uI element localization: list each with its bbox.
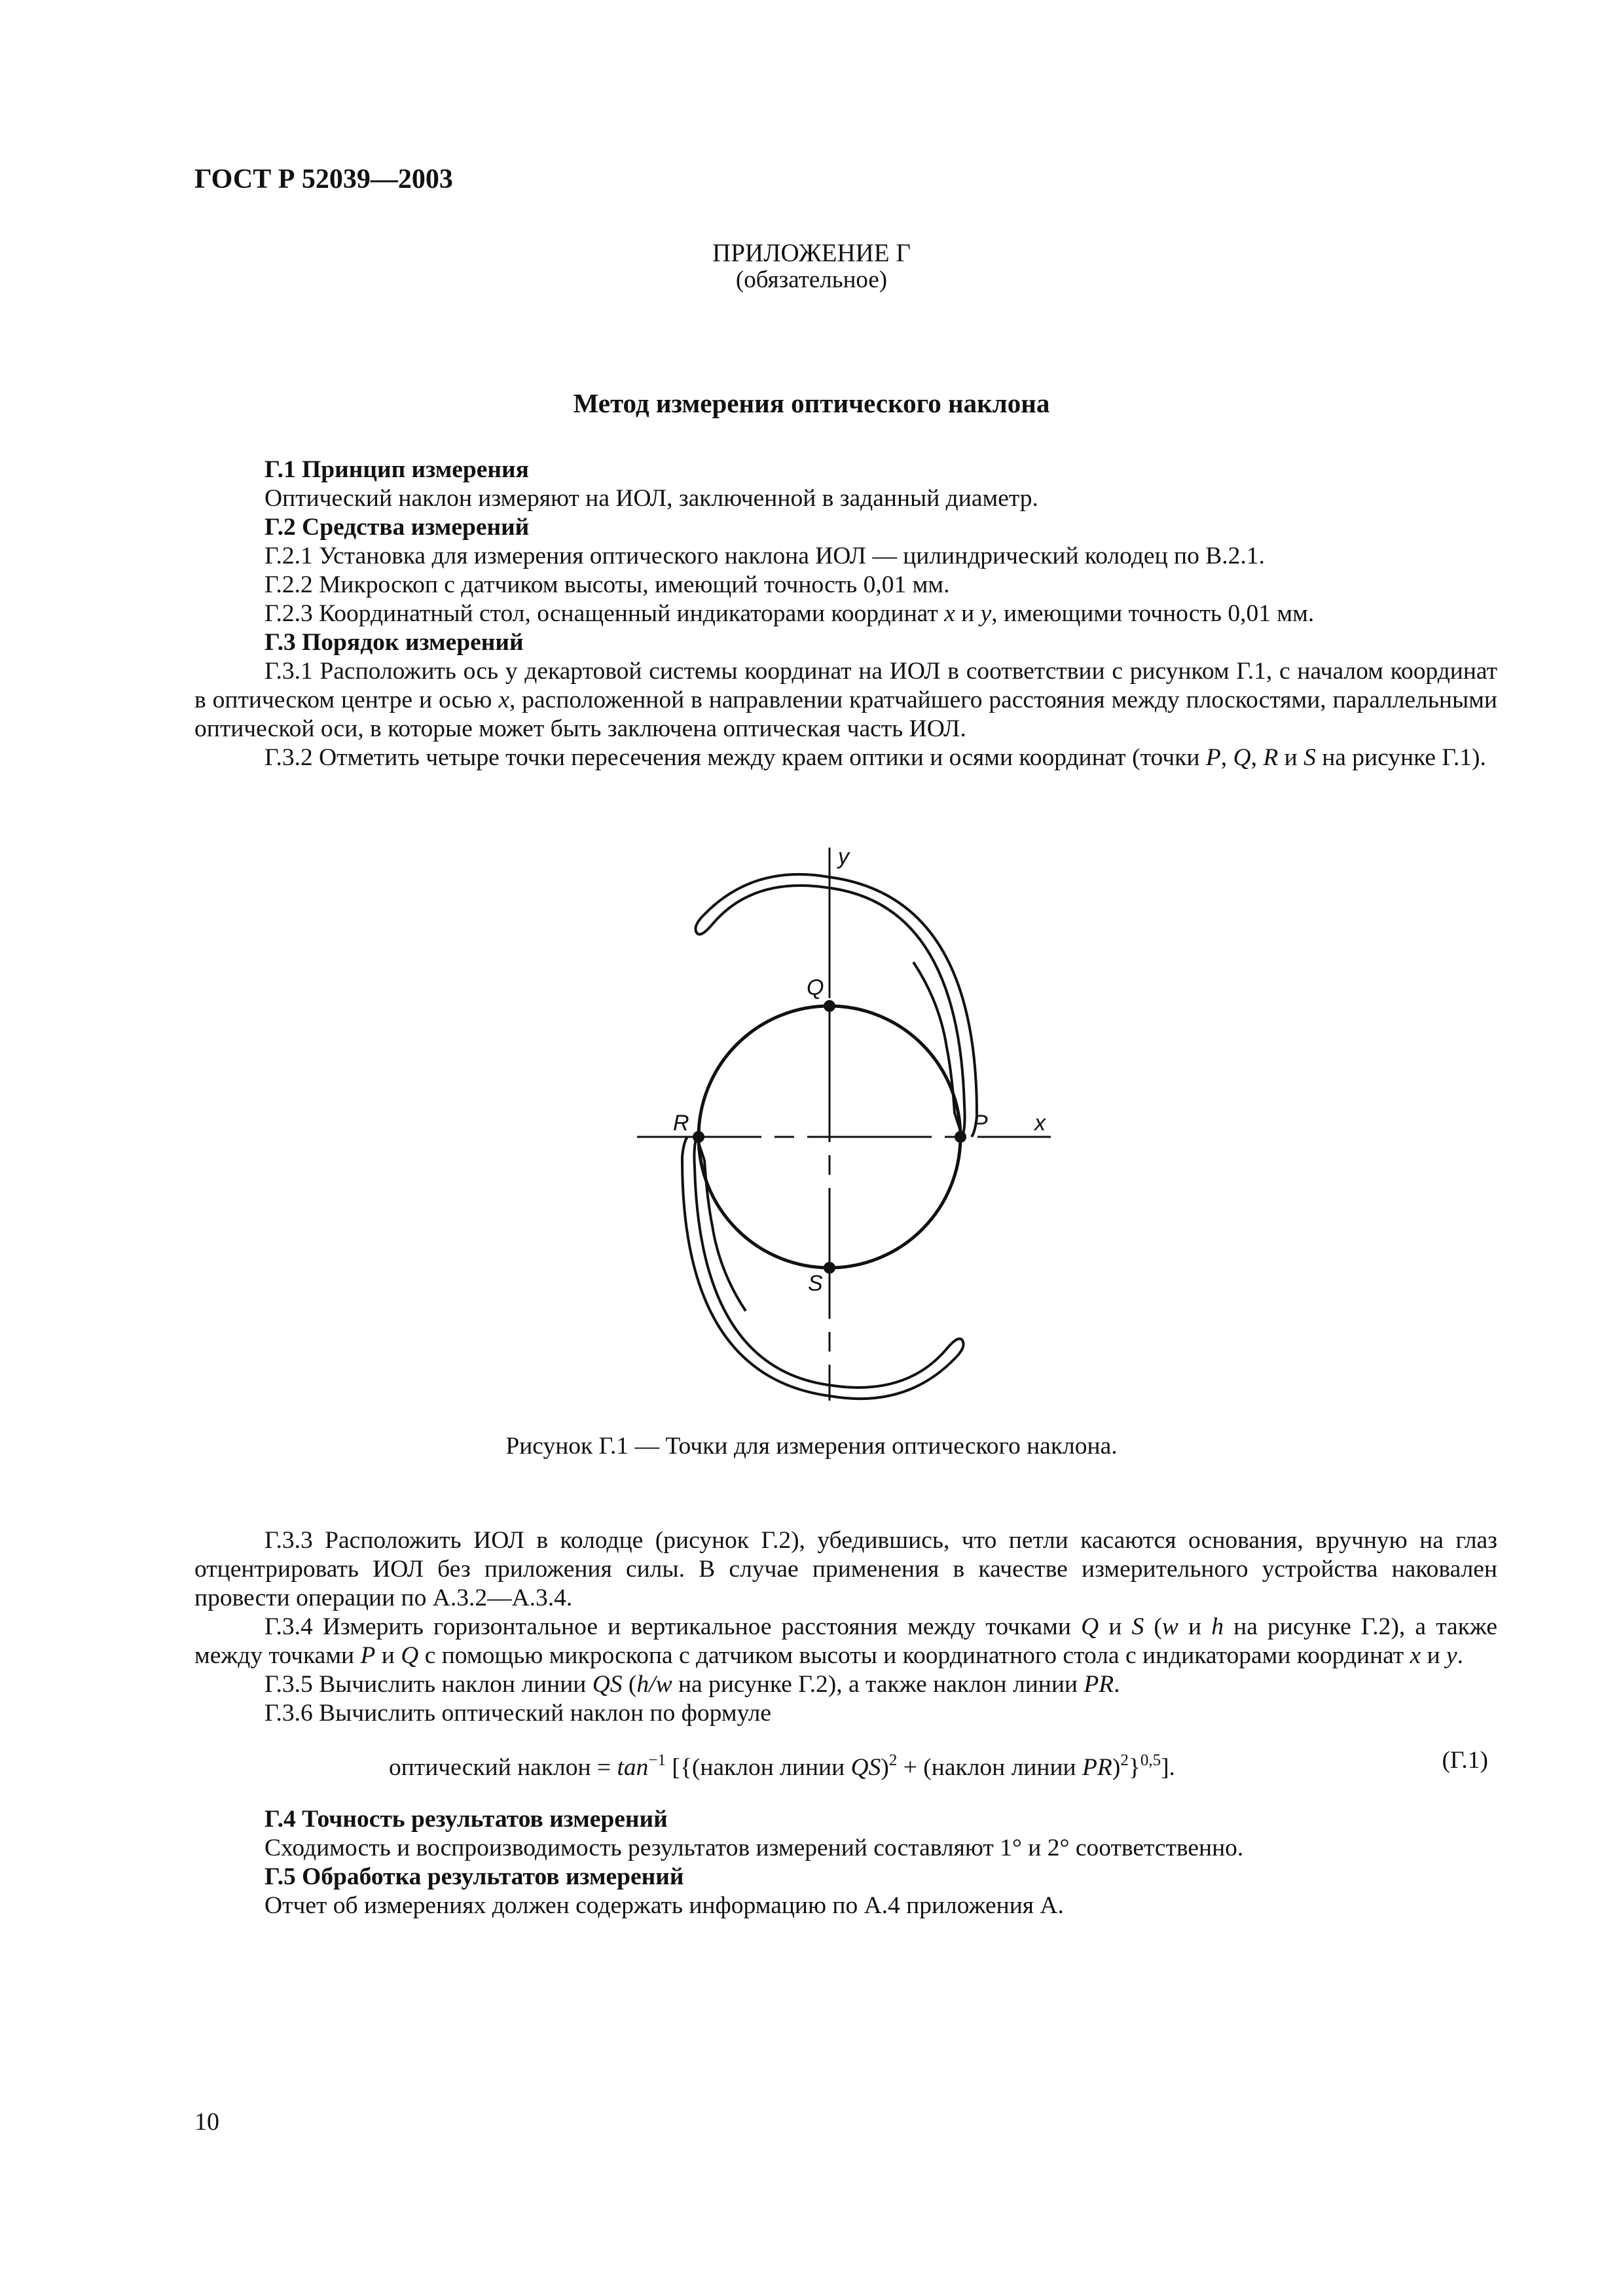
section-g5-heading: Г.5 Обработка результатов измерений [264, 1863, 684, 1890]
text-span: } [1128, 1754, 1140, 1781]
italic-qs: QS [592, 1671, 623, 1698]
formula [389, 1746, 1175, 1782]
text-span: на рисунке Г.2), а также между точками [194, 1613, 1497, 1669]
text-span: , расположенной в направлении кратчайшего расстояния между плоскостями, параллельными оптической оси, в которые может быть заключена оптическая часть ИОЛ. [194, 687, 1497, 742]
text-span: ( [622, 1671, 637, 1698]
section-g33: Г.3.3 Расположить ИОЛ в колодце (рисунок Г.2), убедившись, что петли касаются основания, вручную на глаз отцентрировать ИОЛ без приложения силы. В случае применения в качестве измерительного устройства наковален провести операции по А.3.2—А.3.4. [194, 1527, 1497, 1611]
annex-title: ПРИЛОЖЕНИЕ Г [712, 239, 911, 267]
text-span: ) [1112, 1754, 1121, 1781]
text-span: на рисунке Г.2), а также наклон линии [672, 1671, 1084, 1698]
text-span: ( [1144, 1613, 1162, 1640]
point-r-label: R [673, 1111, 689, 1136]
italic-pr: PR [1084, 1671, 1114, 1698]
section-g1-text: Оптический наклон измеряют на ИОЛ, заключенной в заданный диаметр. [264, 485, 1038, 512]
point-q-marker [824, 1000, 835, 1012]
text-span: [{(наклон линии [665, 1754, 851, 1781]
italic-w: w [1161, 1613, 1178, 1640]
section-g1-heading: Г.1 Принцип измерения [264, 456, 529, 483]
italic-s: S [1131, 1613, 1144, 1640]
italic-p: P [1205, 744, 1221, 771]
text-span: , имеющими точность 0,01 мм. [991, 600, 1315, 627]
point-p-label: P [973, 1111, 988, 1136]
italic-y: y [980, 600, 992, 627]
italic-q: Q [1233, 744, 1251, 771]
text-span: Г.2.3 Координатный стол, оснащенный индикаторами координат [264, 600, 945, 627]
text-span: + (наклон линии [897, 1754, 1082, 1781]
document-title: Метод измерения оптического наклона [573, 388, 1050, 418]
point-s-marker [824, 1262, 835, 1274]
section-g35 [194, 1670, 1497, 1699]
formula-qs: QS [850, 1754, 881, 1781]
text-span: ) [881, 1754, 889, 1781]
text-span: Г.3.5 Вычислить наклон линии [264, 1671, 593, 1698]
point-q-label: Q [807, 975, 824, 1000]
section-g4-text: Сходимость и воспроизводимость результатов измерений составляют 1° и 2° соответственно. [264, 1835, 1244, 1861]
axis-x-label: x [1034, 1111, 1046, 1136]
figure-caption: Рисунок Г.1 — Точки для измерения оптического наклона. [505, 1433, 1118, 1460]
italic-r: R [1263, 744, 1279, 771]
text-span: . [1114, 1671, 1120, 1698]
section-g36: Г.3.6 Вычислить оптический наклон по формуле [264, 1700, 772, 1727]
section-g2-heading: Г.2 Средства измерений [264, 514, 530, 541]
text-span: , [1250, 744, 1264, 771]
text-span: с помощью микроскопа с датчиком высоты и координатного стола с индикаторами координат [418, 1642, 1410, 1669]
formula-row [194, 1742, 1497, 1787]
point-r-marker [693, 1131, 704, 1143]
formula-number: (Г.1) [1442, 1747, 1488, 1774]
italic-x: x [944, 600, 955, 627]
formula-sup: 2 [888, 1751, 898, 1769]
italic-h: h [1211, 1613, 1224, 1640]
formula-sup: 2 [1120, 1751, 1129, 1769]
italic-q: Q [401, 1642, 419, 1669]
section-g22: Г.2.2 Микроскоп с датчиком высоты, имеющий точность 0,01 мм. [264, 571, 950, 598]
formula-pr: PR [1082, 1754, 1112, 1781]
formula-sup: 0,5 [1140, 1751, 1161, 1769]
text-span: Г.3.4 Измерить горизонтальное и вертикальное расстояния между точками [264, 1613, 1082, 1640]
text-span: оптический наклон = [389, 1754, 617, 1781]
page-number: 10 [194, 2108, 219, 2136]
text-span: и [375, 1642, 401, 1669]
point-s-label: S [808, 1271, 823, 1296]
italic-y: y [1446, 1642, 1457, 1669]
italic-s: S [1304, 744, 1316, 771]
text-span: ]. [1161, 1754, 1175, 1781]
text-span: . [1457, 1642, 1464, 1669]
text-span: и [1421, 1642, 1447, 1669]
text-span: Г.3.1 Расположить ось у декартовой системы координат на ИОЛ в соответствии с рисунком Г.1, с началом координат в оптическом центре и осью [194, 658, 1497, 713]
formula-tan: tan [617, 1754, 649, 1781]
text-span: на рисунке Г.1). [1315, 744, 1486, 771]
point-p-marker [955, 1131, 966, 1143]
section-block-2 [194, 1526, 1497, 1920]
document-header: ГОСТ Р 52039—2003 [194, 164, 453, 194]
italic-hw: h/w [636, 1671, 672, 1698]
section-g5-text: Отчет об измерениях должен содержать информацию по А.4 приложения А. [264, 1892, 1064, 1919]
italic-p: P [360, 1642, 376, 1669]
section-g34 [194, 1613, 1497, 1670]
section-g3-heading: Г.3 Порядок измерений [264, 629, 524, 656]
text-span: и [1178, 1613, 1212, 1640]
text-span: Г.3.2 Отметить четыре точки пересечения между краем оптики и осями координат (точки [264, 744, 1206, 771]
axis-y-label: y [838, 844, 849, 869]
italic-q: Q [1081, 1613, 1099, 1640]
italic-x: x [1410, 1642, 1421, 1669]
text-span: и [955, 600, 981, 627]
formula-sup: −1 [648, 1751, 666, 1769]
text-span: и [1278, 744, 1304, 771]
section-g4-heading: Г.4 Точность результатов измерений [264, 1806, 668, 1833]
italic-x: x [498, 687, 509, 713]
text-span: и [1099, 1613, 1132, 1640]
text-span: , [1220, 744, 1233, 771]
annex-subtitle: (обязательное) [735, 266, 888, 293]
section-g21: Г.2.1 Установка для измерения оптического наклона ИОЛ — цилиндрический колодец по В.2.1. [264, 543, 1265, 569]
